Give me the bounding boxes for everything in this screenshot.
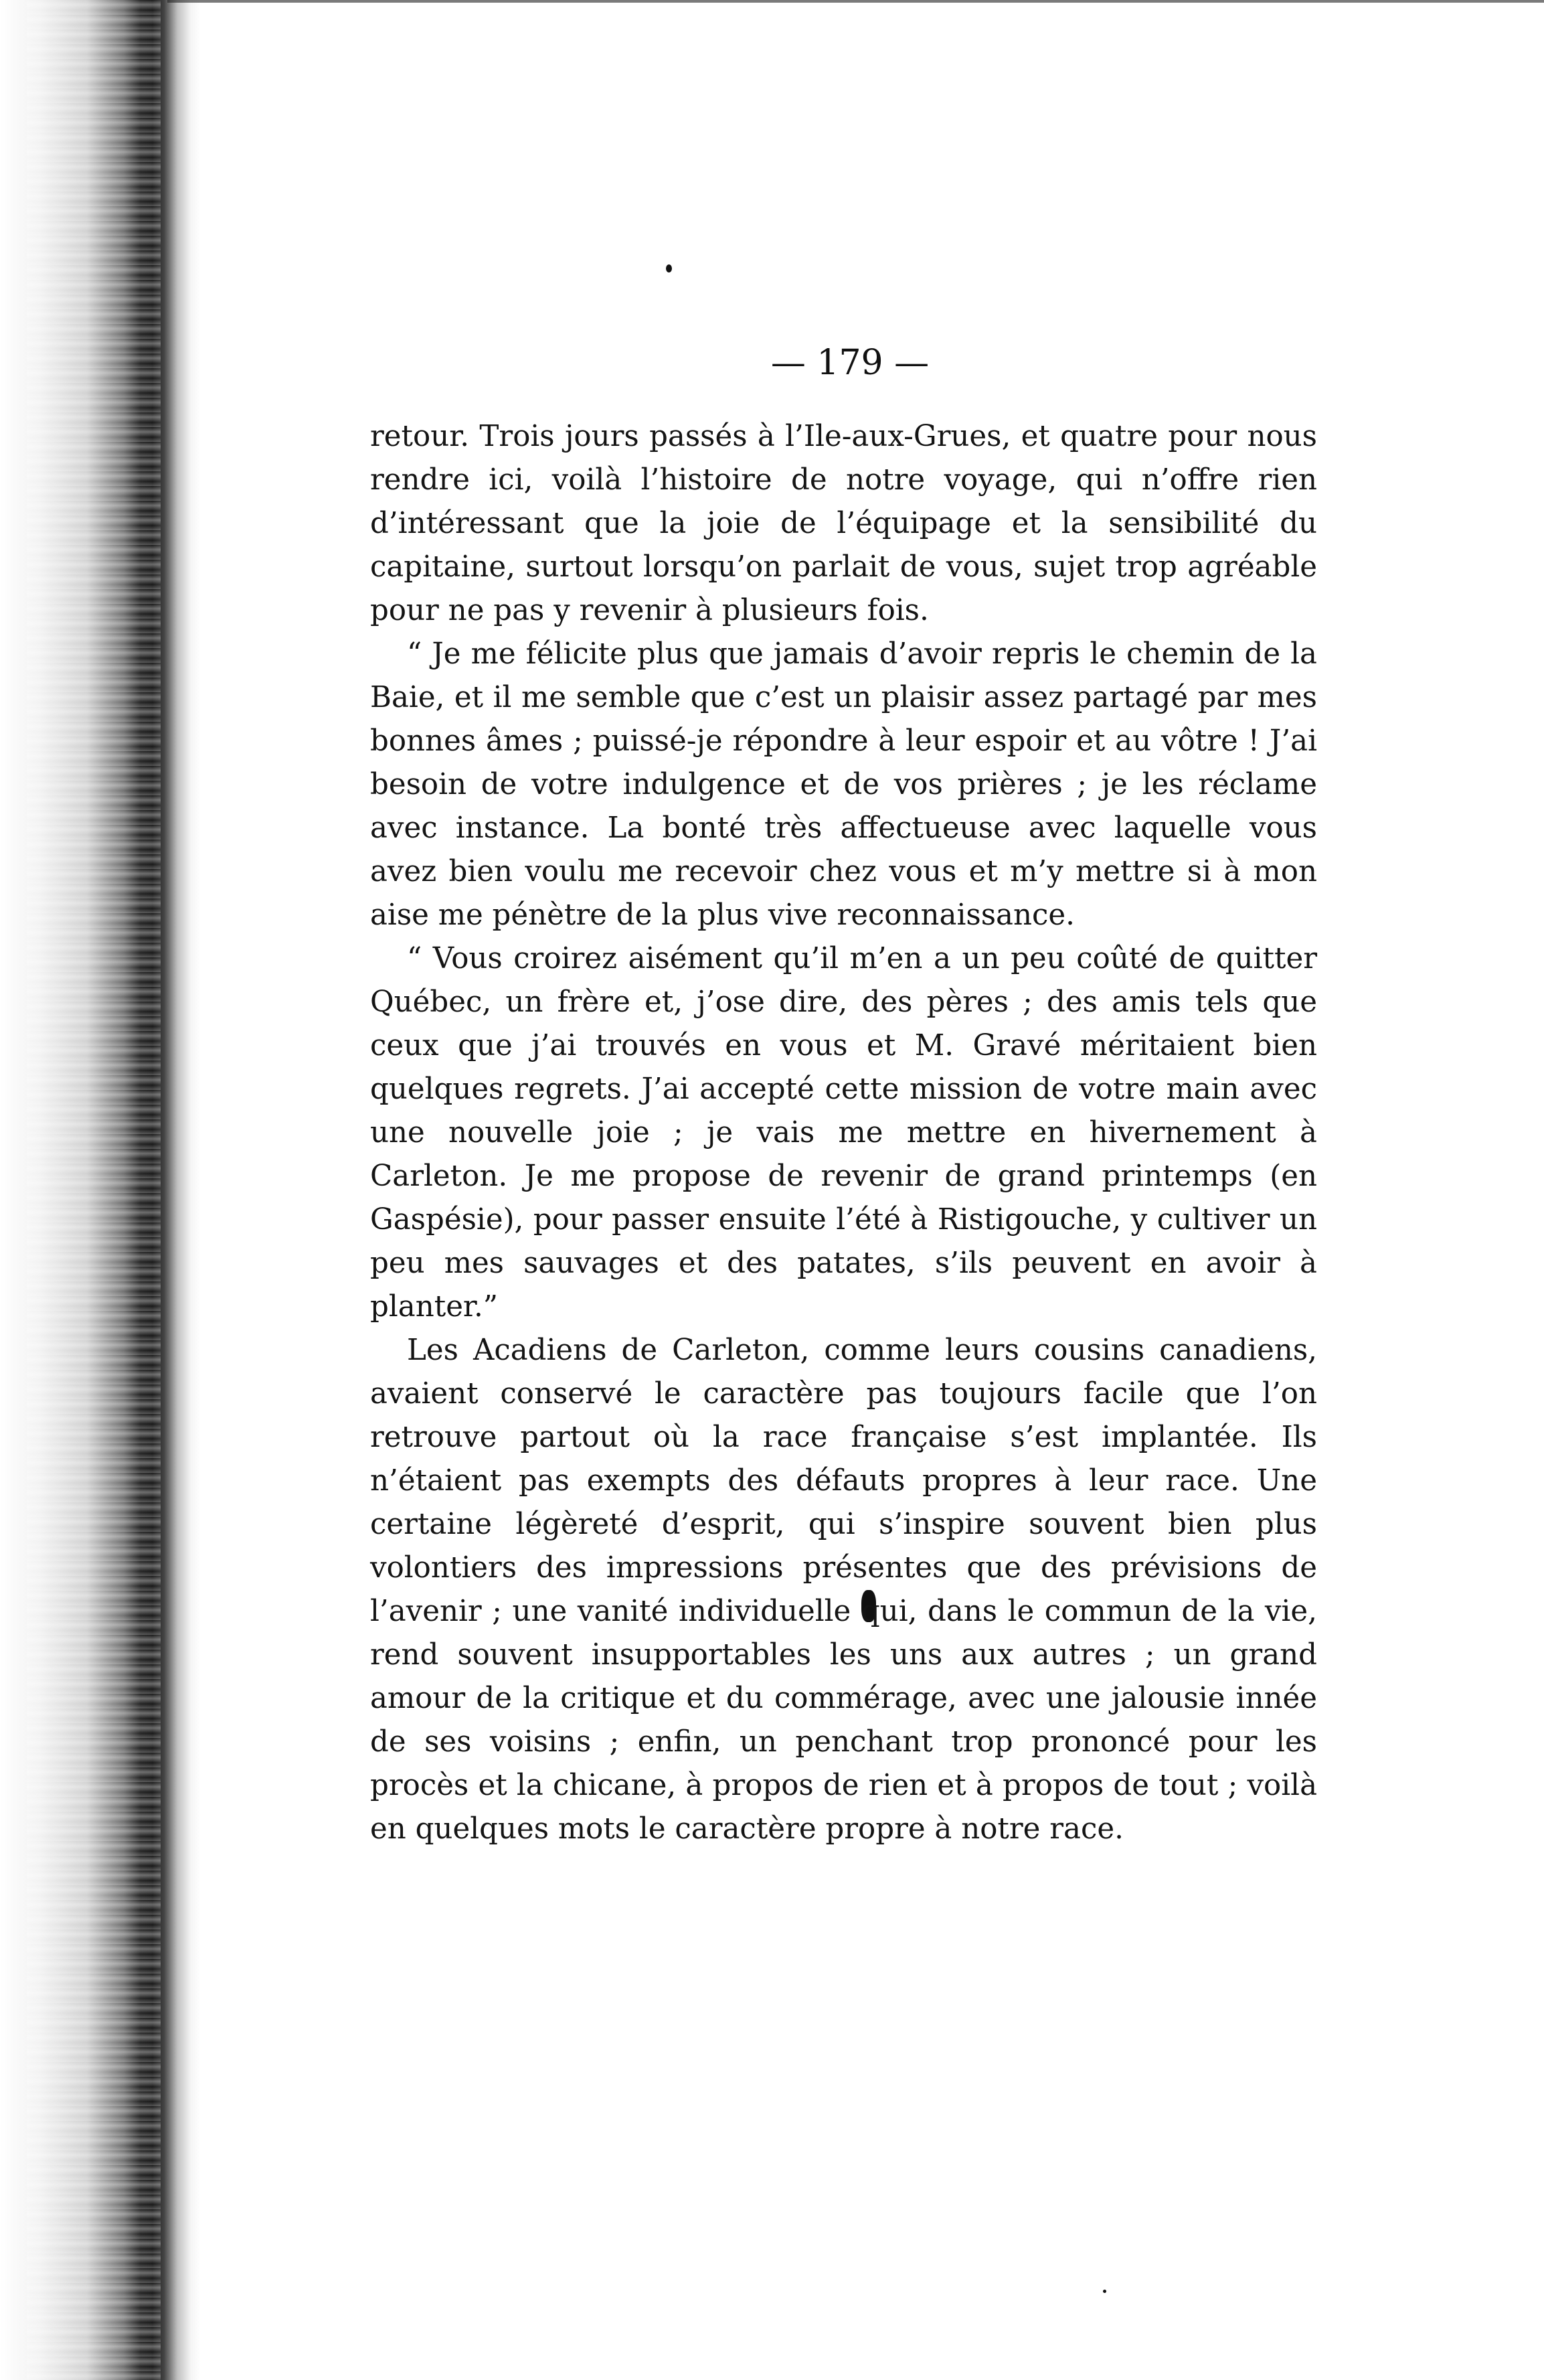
paragraph: retour. Trois jours passés à l’Ile-aux-Grues, et quatre pour nous rendre ici, voilà l’histoire de notre voyage, qui n’offre rien d’intéressant que la joie de l’équipage et la sensibilité du capitaine, surtout lorsqu’on parlait de vous, sujet trop agréable pour ne pas y revenir à plusieurs fois. (370, 420, 1317, 627)
body-text (370, 415, 1317, 1851)
top-edge-rule (167, 0, 1544, 3)
page-number: — 179 — (770, 343, 930, 383)
paragraph: “ Vous croirez aisément qu’il m’en a un peu coûté de quitter Québec, un frère et, j’ose dire, des pères ; des amis tels que ceux que j’ai trouvés en vous et M. Gravé méritaient bien quelques regrets. J’ai accepté cette mission de votre main avec une nouvelle joie ; je vais me mettre en hivernement à Carleton. Je me propose de revenir de grand printemps (en Gaspésie), pour passer ensuite l’été à Ristigouche, y cultiver un peu mes sauvages et des patates, s’ils peuvent en avoir à planter.” (370, 942, 1317, 1324)
ink-speck (1103, 2290, 1106, 2293)
paragraph: “ Je me félicite plus que jamais d’avoir repris le chemin de la Baie, et il me semble que c’est un plaisir assez partagé par mes bonnes âmes ; puissé-je répondre à leur espoir et au vôtre ! J’ai besoin de votre indulgence et de vos prières ; je les réclame avec instance. La bonté très affectueuse avec laquelle vous avez bien voulu me recevoir chez vous et m’y mettre si à mon aise me pénètre de la plus vive reconnaissance. (370, 637, 1317, 932)
paragraph: Les Acadiens de Carleton, comme leurs cousins canadiens, avaient conservé le caractère pas toujours facile que l’on retrouve partout où la race française s’est implantée. Ils n’étaient pas exempts des défauts propres à leur race. Une certaine légèreté d’esprit, qui s’inspire souvent bien plus volontiers des impressions présentes que des prévisions de l’avenir ; une vanité individuelle qui, dans le commun de la vie, rend souvent insupportables les uns aux autres ; un grand amour de la critique et du commérage, avec une jalousie innée de ses voisins ; enfin, un penchant trop prononcé pour les procès et la chicane, à propos de rien et à propos de tout ; voilà en quelques mots le caractère propre à notre race. (370, 1334, 1317, 1846)
ink-speck (666, 264, 672, 272)
page-binding-shadow (0, 0, 201, 2380)
